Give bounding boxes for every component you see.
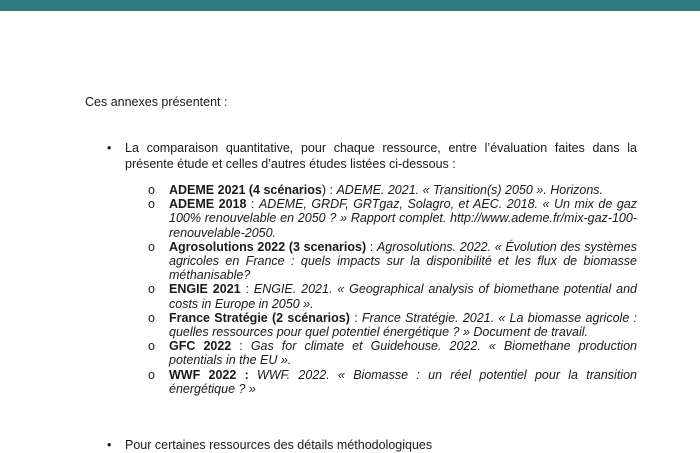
sub-marker: o xyxy=(148,339,155,354)
study-item-agrosolutions-2022 xyxy=(148,240,637,283)
study-citation: WWF. 2022. « Biomasse : un réel potentiel pour la transition énergétique ? » xyxy=(169,367,637,396)
study-separator xyxy=(249,368,257,382)
study-title: GFC 2022 xyxy=(169,339,232,354)
study-item-ademe-2021 xyxy=(148,183,637,197)
sub-marker: o xyxy=(148,239,155,254)
study-title: ADEME 2021 (4 scénarios xyxy=(169,183,322,197)
study-title: France Stratégie (2 scénarios) xyxy=(169,310,350,325)
bullet-text: Pour certaines ressources des détails méthodologiques xyxy=(125,438,433,452)
sub-marker: o xyxy=(148,367,155,382)
study-list xyxy=(148,183,637,396)
sub-marker: o xyxy=(148,183,155,197)
study-item-gfc-2022 xyxy=(148,339,637,367)
bullet-comparison xyxy=(107,140,637,172)
study-separator: : xyxy=(240,282,254,297)
bullet-marker: • xyxy=(107,438,112,452)
study-separator: : xyxy=(231,339,251,354)
study-citation: Gas for climate et Guidehouse. 2022. « Biomethane production potentials in the EU ». xyxy=(169,339,637,368)
study-separator: ) : xyxy=(321,183,337,197)
study-separator: : xyxy=(366,239,377,254)
study-citation: France Stratégie. 2021. « La biomasse agricole : quelles ressources pour quel potentiel énergétique ? » Document de travail. xyxy=(169,310,638,340)
study-citation: ADEME. 2021. « Transition(s) 2050 ». Horizons. xyxy=(336,183,604,197)
study-separator: : xyxy=(246,197,259,212)
sub-marker: o xyxy=(148,282,155,297)
study-item-france-strategie xyxy=(148,311,637,339)
bullet-text: La comparaison quantitative, pour chaque ressource, entre l’évaluation faites dans la présente étude et celles d’autres études listées ci-dessous : xyxy=(125,141,637,171)
study-title: Agrosolutions 2022 (3 scenarios) xyxy=(169,239,367,254)
study-citation: Agrosolutions. 2022. « Évolution des systèmes agricoles en France : quels impacts sur la disponibilité et les flux de biomasse méthanisable? xyxy=(169,239,637,283)
study-title: ADEME 2018 xyxy=(169,197,247,212)
study-item-engie-2021 xyxy=(148,282,637,310)
study-citation: ENGIE. 2021. « Geographical analysis of biomethane potential and costs in Europe in 2050 ». xyxy=(169,282,638,311)
intro-text: Ces annexes présentent : xyxy=(85,95,228,109)
study-item-wwf-2022 xyxy=(148,368,637,396)
study-item-ademe-2018 xyxy=(148,197,637,240)
study-citation: ADEME, GRDF, GRTgaz, Solagro, et AEC. 2018. « Un mix de gaz 100% renouvelable en 2050 ? » Rapport complet. http://www.ademe.fr/mix-gaz-100-renouvelable-2050. xyxy=(169,197,637,240)
study-title: WWF 2022 : xyxy=(169,367,249,382)
sub-marker: o xyxy=(148,197,155,212)
study-separator: : xyxy=(349,310,362,325)
sub-marker: o xyxy=(148,310,155,325)
bullet-marker: • xyxy=(107,141,112,155)
bullet-methodology xyxy=(107,437,637,453)
study-title: ENGIE 2021 xyxy=(169,282,241,297)
header-band xyxy=(0,0,700,11)
